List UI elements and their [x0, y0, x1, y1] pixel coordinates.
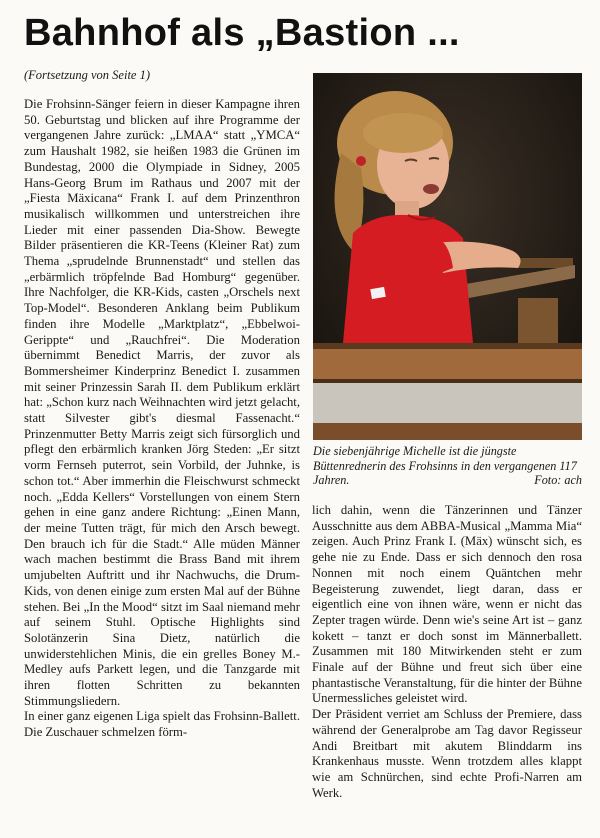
- headline: Bahnhof als „Bastion ...: [24, 12, 460, 54]
- paragraph: lich dahin, wenn die Tänzerinnen und Tänzer Ausschnitte aus dem ABBA-Musical „Mamma Mia“ zeigen. Auch Prinz Frank I. (Mäx) wünscht sich, es gehe nie zu Ende. Dass er sich dennoch den rosa Nonnen mit noch einem Quäntchen mehr Begeisterung zuwendet, liegt daran, dass er eigentlich eine von ihnen wäre, wenn er nicht das Zepter tragen würde. Denn wie's seine Art ist – ganz kokett – tanzt er doch sonst im Männerballett. Zusammen mit 180 Mitwirkenden steht er zum Finale auf der Bühne und freut sich über eine phantastische Veranstaltung, für die hinter der Bühne Unermessliches geleistet wird.: [312, 503, 582, 706]
- article-column-left: [24, 97, 300, 741]
- article-column-right: [312, 503, 582, 801]
- continued-note: (Fortsetzung von Seite 1): [24, 68, 151, 82]
- paragraph: Die Frohsinn-Sänger feiern in dieser Kampagne ihren 50. Geburtstag und blicken auf ihre Programme der vergangenen Jahre zurück: „LMAA“ statt „YMCA“ zum Haushalt 1982, sie heißen 1983 die Grünen im Bundestag, 2000 die Olympiade in Sidney, 2005 Hans-Georg Brum im Rathaus und 2007 mit der „Fiesta Mäxicana“ Frank I. auf dem Prinzenthron musikalisch willkommen und unterstreichen ihre Lieder mit einer passenden Dia-Show. Bewegte Bilder präsentieren die KR-Teens (Kleiner Rat) zum Thema „sprudelnde Brunnenstadt“ und stellen das „erbärmlich tröpfelnde Bad Homburg“ gegenüber. Ihre Nachfolger, die KR-Kids, casten „Orschels next Top-Model“. Besonderen Anklang beim Publikum finden ihre Modelle „Marktplatz“, „Ebbelwoi-Gerippte“ und „Rauchfrei“. Die Moderation übernimmt Benedict Marris, der zuvor als Bommersheimer Kinderprinz Benedict I. zusammen mit seiner Prinzessin Sarah II. dem Publikum erklärt hat: „Schon kurz nach Weihnachten wird jetzt gelacht, statt Silvester gibt's diesmal Fassenacht.“ Prinzenmutter Betty Marris zeigt sich fürsorglich und pflegt den erbärmlich kranken Jörg Steden: „Er sitzt vorm Fernseh puterrot, sein Vorbild, der Juhnke, is schon tot.“ Aber immerhin die Fleischwurst schmeckt noch. „Edda Kellers“ Vorstellungen von einem Stern gehen in eine ganz andere Richtung: „Einen Mann, der meine Tutten trägt, für mich den Arsch bewegt. Den brauch ich für die Stadt.“ Alle müden Männer wach machen bestimmt die Brass Band mit ihrem umjubelten Auftritt und ihr Nachwuchs, die Drum-Kids, von denen einige zum ersten Mal auf der Bühne stehen. Bei „In the Mood“ sitzt im Saal niemand mehr auf seinem Stuhl. Optische Highlights sind Solotänzerin Sina Dietz, natürlich die unwiderstehlichen Minis, die ein grelles Boney M.-Medley aufs Parkett legen, und die Tanzgarde mit ihren flotten Schritten zu bekannten Stimmungsliedern.: [24, 97, 300, 708]
- photo-caption: [313, 444, 582, 488]
- article-photo: [313, 73, 582, 440]
- paragraph: In einer ganz eigenen Liga spielt das Frohsinn-Ballett. Die Zuschauer schmelzen förm-: [24, 709, 300, 740]
- photo-illustration: [313, 73, 582, 440]
- paragraph: Der Präsident verriet am Schluss der Premiere, dass während der Generalprobe am Tag davor Regisseur Andi Breitbart mit akutem Blinddarm ins Krankenhaus musste. Wenn trotzdem alles klappt wie am Schnürchen, sind echte Profi-Narren am Werk.: [312, 707, 582, 800]
- photo-credit: Foto: ach: [534, 473, 582, 488]
- caption-text: Die siebenjährige Michelle ist die jüngste Büttenrednerin des Frohsinns in den vergangenen 117 Jahren.: [313, 444, 577, 488]
